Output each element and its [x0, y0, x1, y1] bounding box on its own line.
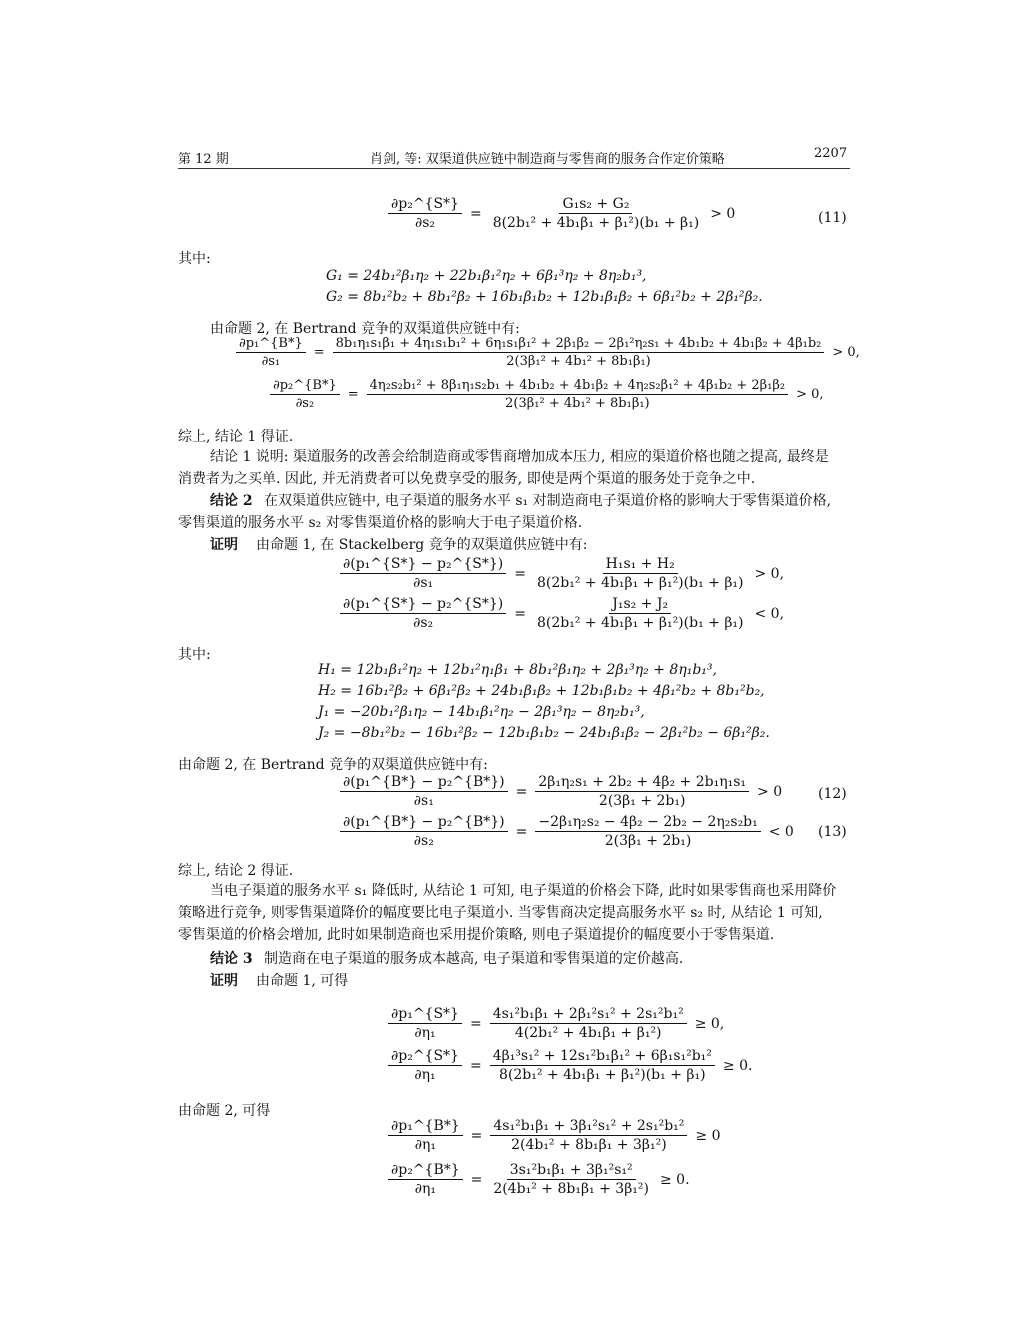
- eqE3-rhs: $\frac{\text{4s₁²b₁β₁ + 3β₁²s₁² + 2s₁²b₁²}}{\text{2(4b₁² + 8b₁β₁ + 3β₁²)}}$: [490, 1118, 687, 1153]
- where-label-2: 其中:: [178, 647, 211, 663]
- eqS2-lhs: $\frac{\text{∂(p₁\textasciicircum{}\{S*\} − p₂\textasciicircum{}\{S*\})}}{\text{∂s₂}}$: [340, 596, 506, 631]
- conclusion-2-line-2: 零售渠道的服务水平 s₂ 对零售渠道价格的影响大于电子渠道价格.: [178, 515, 583, 531]
- G2-definition: G₂ = 8b₁²b₂ + 8b₁²β₂ + 16b₁β₁b₂ + 12b₁β₁β₂ + 6β₁²b₂ + 2β₁²β₂.: [326, 289, 763, 305]
- eqE1-lhs: $\frac{\text{∂p₁\textasciicircum{}\{S*\}}}{\text{∂η₁}}$: [388, 1006, 462, 1041]
- conclusion-1-proved: 综上, 结论 1 得证.: [178, 429, 294, 445]
- eqS2-rhs: $\frac{\text{J₁s₂ + J₂}}{\text{8(2b₁² + 4b₁β₁ + β₁²)(b₁ + β₁)}}$: [536, 596, 744, 631]
- eq11-lhs: $\frac{\text{∂p₂\textasciicircum{}\{S*\}}}{\text{∂s₂}}$: [388, 196, 462, 231]
- H2-definition: H₂ = 16b₁²β₂ + 6β₁²β₂ + 24b₁β₁β₂ + 12b₁β₁b₂ + 4β₁²b₂ + 8b₁²b₂,: [318, 683, 765, 699]
- equation-12: $\frac{\text{∂(p₁\textasciicircum{}\{B*\} − p₂\textasciicircum{}\{B*\})}}{\text{∂s₁}}$ = $\frac{\text{2β₁η₂s₁ + 2b₂ + 4β₂ + 2b₁η₁s₁}}{\text{2(3β₁ + 2b₁)}}$ > 0: [336, 774, 786, 809]
- issue-label: 第 12 期: [178, 152, 229, 167]
- eqE3-lhs: $\frac{\text{∂p₁\textasciicircum{}\{B*\}}}{\text{∂η₁}}$: [388, 1118, 463, 1153]
- eqE4-lhs: $\frac{\text{∂p₂\textasciicircum{}\{B*\}}}{\text{∂η₁}}$: [388, 1162, 463, 1197]
- explanation-2-line-1: 当电子渠道的服务水平 s₁ 降低时, 从结论 1 可知, 电子渠道的价格会下降, 此时如果零售商也采用降价: [210, 883, 837, 899]
- eqE2-rhs: $\frac{\text{4β₁³s₁² + 12s₁²b₁β₁² + 6β₁s₁²b₁²}}{\text{8(2b₁² + 4b₁β₁ + β₁²)(b₁ + β₁)}}$: [490, 1048, 715, 1083]
- conclusion-2-proved: 综上, 结论 2 得证.: [178, 863, 294, 879]
- eqB1-lhs: $\frac{\text{∂p₁\textasciicircum{}\{B*\}}}{\text{∂s₁}}$: [236, 336, 306, 369]
- H1-definition: H₁ = 12b₁β₁²η₂ + 12b₁²η₁β₁ + 8b₁²β₁η₂ + 2β₁³η₂ + 8η₁b₁³,: [318, 662, 717, 678]
- J2-definition: J₂ = −8b₁²b₂ − 16b₁²β₂ − 12b₁β₁b₂ − 24b₁β₁β₂ − 2β₁²b₂ − 6β₁²β₂.: [318, 725, 770, 741]
- equation-number-12: (12): [818, 786, 847, 802]
- conclusion-2-label: 结论 2: [210, 493, 253, 509]
- proof-2-label: 证明: [210, 537, 238, 553]
- conclusion-3-label: 结论 3: [210, 951, 253, 967]
- explanation-2-line-2: 策略进行竞争, 则零售渠道降价的幅度要比电子渠道小. 当零售商决定提高服务水平 s₂ 时, 从结论 1 可知,: [178, 905, 823, 921]
- equation-11: $\frac{\text{∂p₂\textasciicircum{}\{S*\}}}{\text{∂s₂}}$ = $\frac{\text{G₁s₂ + G₂}}{\text{8(2b₁² + 4b₁β₁ + β₁²)(b₁ + β₁)}}$ > 0: [384, 196, 739, 231]
- explanation-1-line-2: 消费者为之买单. 因此, 并无消费者可以免费享受的服务, 即使是两个渠道的服务处于竞争之中.: [178, 471, 756, 487]
- equation-eta-p2-stackelberg: $\frac{\text{∂p₂\textasciicircum{}\{S*\}}}{\text{∂η₁}}$ = $\frac{\text{4β₁³s₁² + 12s₁²b₁β₁² + 6β₁s₁²b₁²}}{\text{8(2b₁² + 4b₁β₁ + β₁²)(b₁ + β₁)}}$ ≥ 0.: [384, 1048, 756, 1083]
- eq11-rhs: $\frac{\text{G₁s₂ + G₂}}{\text{8(2b₁² + 4b₁β₁ + β₁²)(b₁ + β₁)}}$: [492, 196, 700, 231]
- where-label-1: 其中:: [178, 251, 211, 267]
- eqE2-lhs: $\frac{\text{∂p₂\textasciicircum{}\{S*\}}}{\text{∂η₁}}$: [388, 1048, 462, 1083]
- proof-3-intro-2: 由命题 2, 可得: [178, 1103, 271, 1119]
- eqB2-rhs: 4η₂s₂b₁² + 8β₁η₁s₂b₁ + 4b₁b₂ + 4b₁β₂ + 4η₂s₂β₁² + 4β₁b₂ + 2β₁β₂ 2(3β₁² + 4b₁² + 8b₁β₁): [367, 378, 788, 411]
- equation-stackelberg-s1: $\frac{\text{∂(p₁\textasciicircum{}\{S*\} − p₂\textasciicircum{}\{S*\})}}{\text{∂s₁}}$ = $\frac{\text{H₁s₁ + H₂}}{\text{8(2b₁² + 4b₁β₁ + β₁²)(b₁ + β₁)}}$ > 0,: [336, 556, 788, 591]
- equation-bertrand-s2: $\frac{\text{∂p₂\textasciicircum{}\{B*\}}}{\text{∂s₂}}$ = 4η₂s₂b₁² + 8β₁η₁s₂b₁ + 4b₁b₂ + 4b₁β₂ + 4η₂s₂β₁² + 4β₁b₂ + 2β₁β₂ 2(3β₁² + 4b₁² + 8b₁β₁) > 0,: [266, 378, 828, 411]
- equation-eta-p2-bertrand: $\frac{\text{∂p₂\textasciicircum{}\{B*\}}}{\text{∂η₁}}$ = $\frac{\text{3s₁²b₁β₁ + 3β₁²s₁²}}{\text{2(4b₁² + 8b₁β₁ + 3β₁²)}}$ ≥ 0.: [384, 1162, 694, 1197]
- eq13-lhs: $\frac{\text{∂(p₁\textasciicircum{}\{B*\} − p₂\textasciicircum{}\{B*\})}}{\text{∂s₂}}$: [340, 814, 508, 849]
- explanation-2-line-3: 零售渠道的价格会增加, 此时如果制造商也采用提价策略, 则电子渠道提价的幅度要小于零售渠道.: [178, 927, 775, 943]
- page-number: 2207: [814, 146, 848, 161]
- eqE4-rhs: $\frac{\text{3s₁²b₁β₁ + 3β₁²s₁²}}{\text{2(4b₁² + 8b₁β₁ + 3β₁²)}}$: [493, 1162, 649, 1197]
- equation-number-11: (11): [818, 210, 847, 226]
- equation-bertrand-s1: $\frac{\text{∂p₁\textasciicircum{}\{B*\}}}{\text{∂s₁}}$ = 8b₁η₁s₁β₁ + 4η₁s₁b₁² + 6η₁s₁β₁² + 2β₁β₂ − 2β₁²η₂s₁ + 4b₁b₂ + 4b₁β₂ + 4β₁b₂ 2(3β₁² + 4b₁² + 8b₁β₁) > 0,: [232, 336, 864, 369]
- eqS1-lhs: $\frac{\text{∂(p₁\textasciicircum{}\{S*\} − p₂\textasciicircum{}\{S*\})}}{\text{∂s₁}}$: [340, 556, 506, 591]
- equation-number-13: (13): [818, 824, 847, 840]
- proof-3-intro: 由命题 1, 可得: [256, 973, 349, 989]
- bertrand-intro-2: 由命题 2, 在 Bertrand 竞争的双渠道供应链中有:: [178, 757, 488, 773]
- eqB1-rhs: 8b₁η₁s₁β₁ + 4η₁s₁b₁² + 6η₁s₁β₁² + 2β₁β₂ − 2β₁²η₂s₁ + 4b₁b₂ + 4b₁β₂ + 4β₁b₂ 2(3β₁² + 4b₁² + 8b₁β₁): [333, 336, 825, 369]
- equation-eta-p1-stackelberg: $\frac{\text{∂p₁\textasciicircum{}\{S*\}}}{\text{∂η₁}}$ = $\frac{\text{4s₁²b₁β₁ + 2β₁²s₁² + 2s₁²b₁²}}{\text{4(2b₁² + 4b₁β₁ + β₁²)}}$ ≥ 0,: [384, 1006, 728, 1041]
- explanation-1-line-1: 结论 1 说明: 渠道服务的改善会给制造商或零售商增加成本压力, 相应的渠道价格也随之提高, 最终是: [210, 449, 829, 465]
- eqS1-rhs: $\frac{\text{H₁s₁ + H₂}}{\text{8(2b₁² + 4b₁β₁ + β₁²)(b₁ + β₁)}}$: [536, 556, 744, 591]
- eq13-rhs: $\frac{\text{−2β₁η₂s₂ − 4β₂ − 2b₂ − 2η₂s₂b₁}}{\text{2(3β₁ + 2b₁)}}$: [535, 814, 760, 849]
- bertrand-intro-1: 由命题 2, 在 Bertrand 竞争的双渠道供应链中有:: [210, 321, 520, 337]
- equation-eta-p1-bertrand: $\frac{\text{∂p₁\textasciicircum{}\{B*\}}}{\text{∂η₁}}$ = $\frac{\text{4s₁²b₁β₁ + 3β₁²s₁² + 2s₁²b₁²}}{\text{2(4b₁² + 8b₁β₁ + 3β₁²)}}$ ≥ 0: [384, 1118, 724, 1153]
- conclusion-2-line-1: 在双渠道供应链中, 电子渠道的服务水平 s₁ 对制造商电子渠道价格的影响大于零售渠道价格,: [264, 493, 832, 509]
- G1-definition: G₁ = 24b₁²β₁η₂ + 22b₁β₁²η₂ + 6β₁³η₂ + 8η₂b₁³,: [326, 268, 647, 284]
- eqB2-lhs: $\frac{\text{∂p₂\textasciicircum{}\{B*\}}}{\text{∂s₂}}$: [270, 378, 340, 411]
- proof-2-intro: 由命题 1, 在 Stackelberg 竞争的双渠道供应链中有:: [256, 537, 588, 553]
- eqE1-rhs: $\frac{\text{4s₁²b₁β₁ + 2β₁²s₁² + 2s₁²b₁²}}{\text{4(2b₁² + 4b₁β₁ + β₁²)}}$: [490, 1006, 687, 1041]
- eq12-rhs: $\frac{\text{2β₁η₂s₁ + 2b₂ + 4β₂ + 2b₁η₁s₁}}{\text{2(3β₁ + 2b₁)}}$: [535, 774, 749, 809]
- eq12-lhs: $\frac{\text{∂(p₁\textasciicircum{}\{B*\} − p₂\textasciicircum{}\{B*\})}}{\text{∂s₁}}$: [340, 774, 508, 809]
- proof-3-label: 证明: [210, 973, 238, 989]
- header-rule: [178, 168, 850, 169]
- J1-definition: J₁ = −20b₁²β₁η₂ − 14b₁β₁²η₂ − 2β₁³η₂ − 8η₂b₁³,: [318, 704, 645, 720]
- equation-stackelberg-s2: $\frac{\text{∂(p₁\textasciicircum{}\{S*\} − p₂\textasciicircum{}\{S*\})}}{\text{∂s₂}}$ = $\frac{\text{J₁s₂ + J₂}}{\text{8(2b₁² + 4b₁β₁ + β₁²)(b₁ + β₁)}}$ < 0,: [336, 596, 788, 631]
- equation-13: $\frac{\text{∂(p₁\textasciicircum{}\{B*\} − p₂\textasciicircum{}\{B*\})}}{\text{∂s₂}}$ = $\frac{\text{−2β₁η₂s₂ − 4β₂ − 2b₂ − 2η₂s₂b₁}}{\text{2(3β₁ + 2b₁)}}$ < 0: [336, 814, 798, 849]
- running-title: 肖剑, 等: 双渠道供应链中制造商与零售商的服务合作定价策略: [370, 152, 725, 167]
- conclusion-3-text: 制造商在电子渠道的服务成本越高, 电子渠道和零售渠道的定价越高.: [264, 951, 684, 967]
